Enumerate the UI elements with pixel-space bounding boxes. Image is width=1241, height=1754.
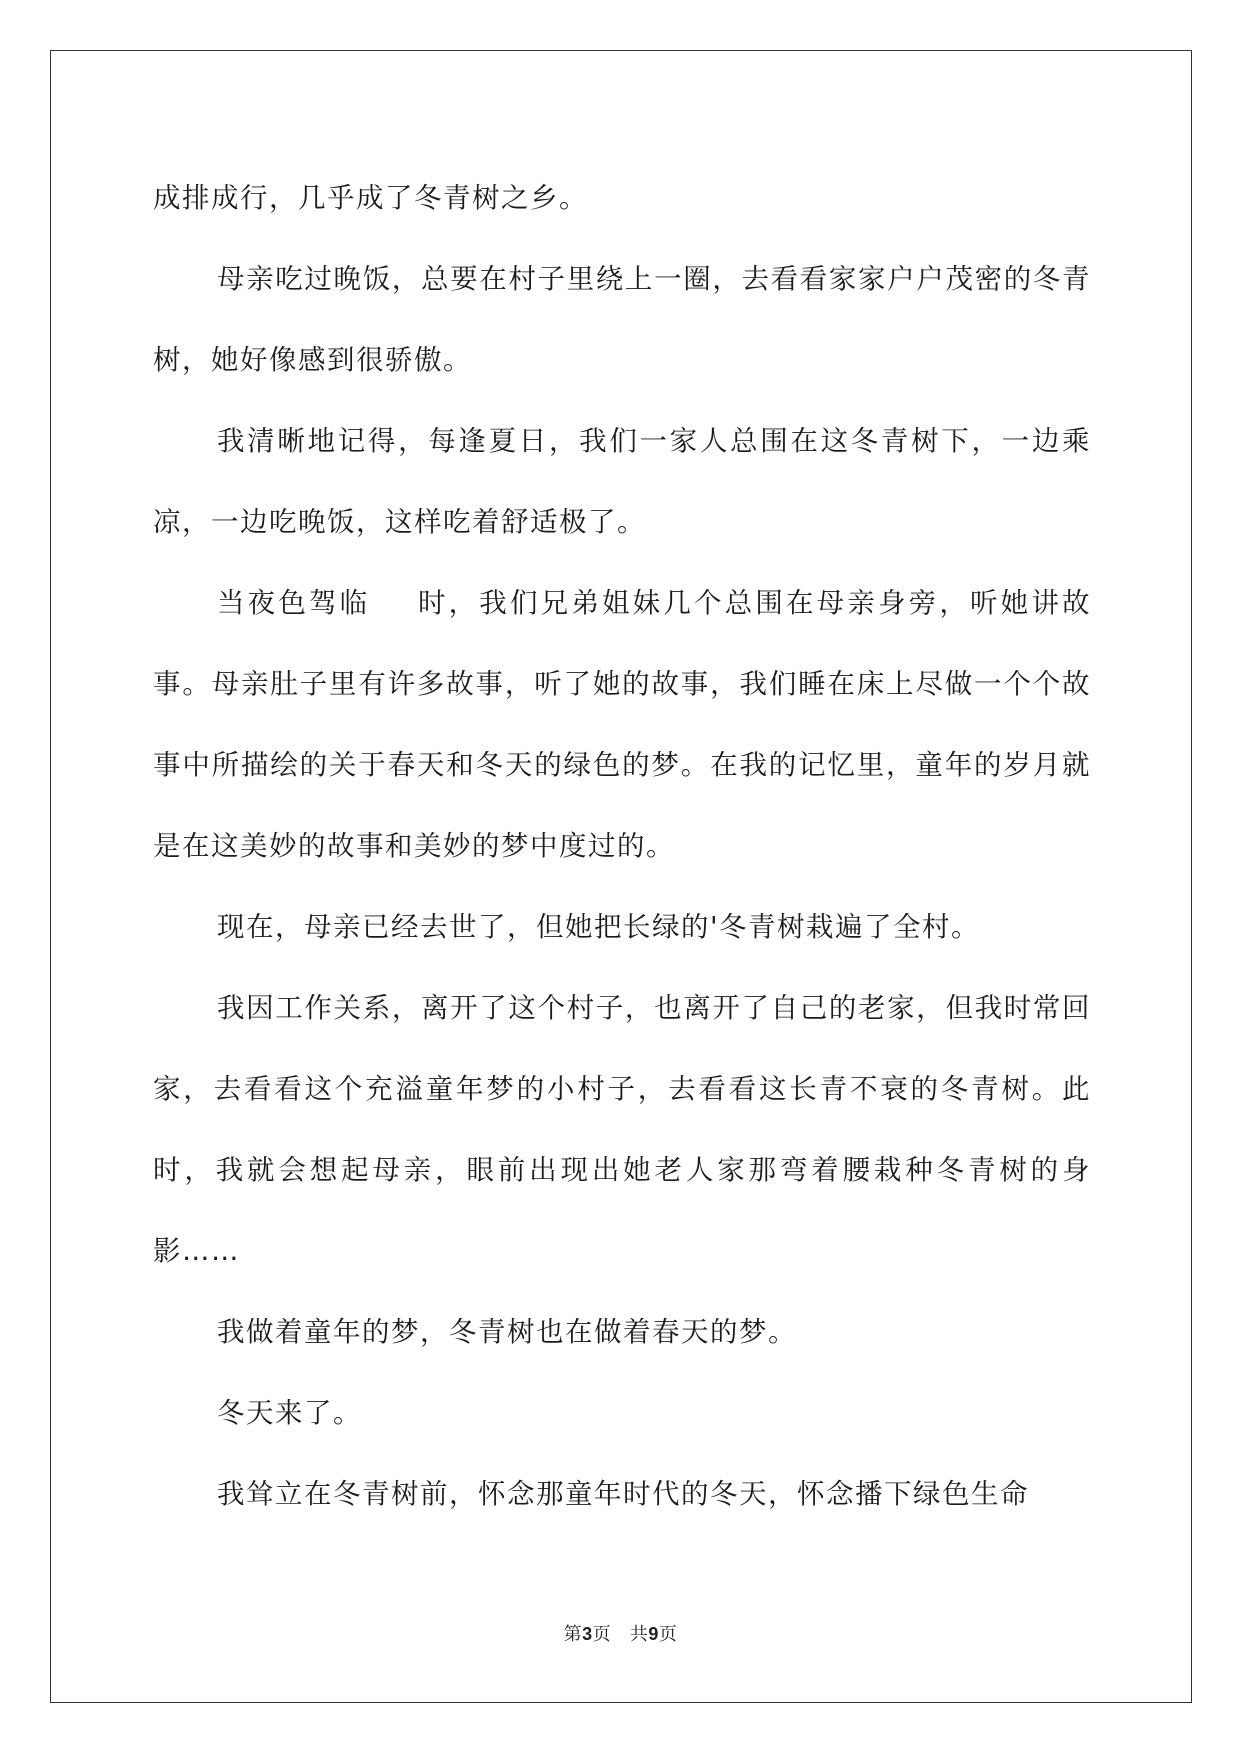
paragraph-1: 成排成行，几乎成了冬青树之乡。 [153, 182, 588, 214]
paragraph-9: 我耸立在冬青树前，怀念那童年时代的冬天，怀念播下绿色生命 [217, 1478, 1029, 1510]
paragraph-4: 当夜色驾临 时，我们兄弟姐妹几个总围在母亲身旁，听她讲故事。母亲肚子里有许多故事，听了她的故事，我们睡在床上尽做一个个故事中所描绘的关于春天和冬天的绿色的梦。在我的记忆里，童年的岁月就是在这美妙的故事和美妙的梦中度过的。 [153, 587, 1091, 862]
paragraph-3: 我清晰地记得，每逢夏日，我们一家人总围在这冬青树下，一边乘凉，一边吃晚饭，这样吃着舒适极了。 [153, 425, 1091, 538]
document-body [153, 158, 1091, 1535]
paragraph-7: 我做着童年的梦，冬青树也在做着春天的梦。 [217, 1316, 797, 1348]
footer-page-suffix: 页 [592, 1624, 612, 1645]
total-pages-number: 9 [648, 1624, 659, 1644]
paragraph-8: 冬天来了。 [217, 1397, 362, 1429]
footer-prefix: 第 [563, 1624, 583, 1645]
paragraph-2: 母亲吃过晚饭，总要在村子里绕上一圈，去看看家家户户茂密的冬青树，她好像感到很骄傲。 [153, 263, 1091, 376]
page-footer [0, 1620, 1241, 1646]
paragraph-6: 我因工作关系，离开了这个村子，也离开了自己的老家，但我时常回家，去看看这个充溢童年梦的小村子，去看看这长青不衰的冬青树。此时，我就会想起母亲，眼前出现出她老人家那弯着腰栽种冬青树的身影…… [153, 992, 1091, 1267]
footer-total-suffix: 页 [658, 1624, 678, 1645]
paragraph-5: 现在，母亲已经去世了，但她把长绿的'冬青树栽遍了全村。 [217, 911, 981, 943]
current-page-number: 3 [582, 1624, 593, 1644]
footer-total-prefix: 共 [629, 1624, 649, 1645]
